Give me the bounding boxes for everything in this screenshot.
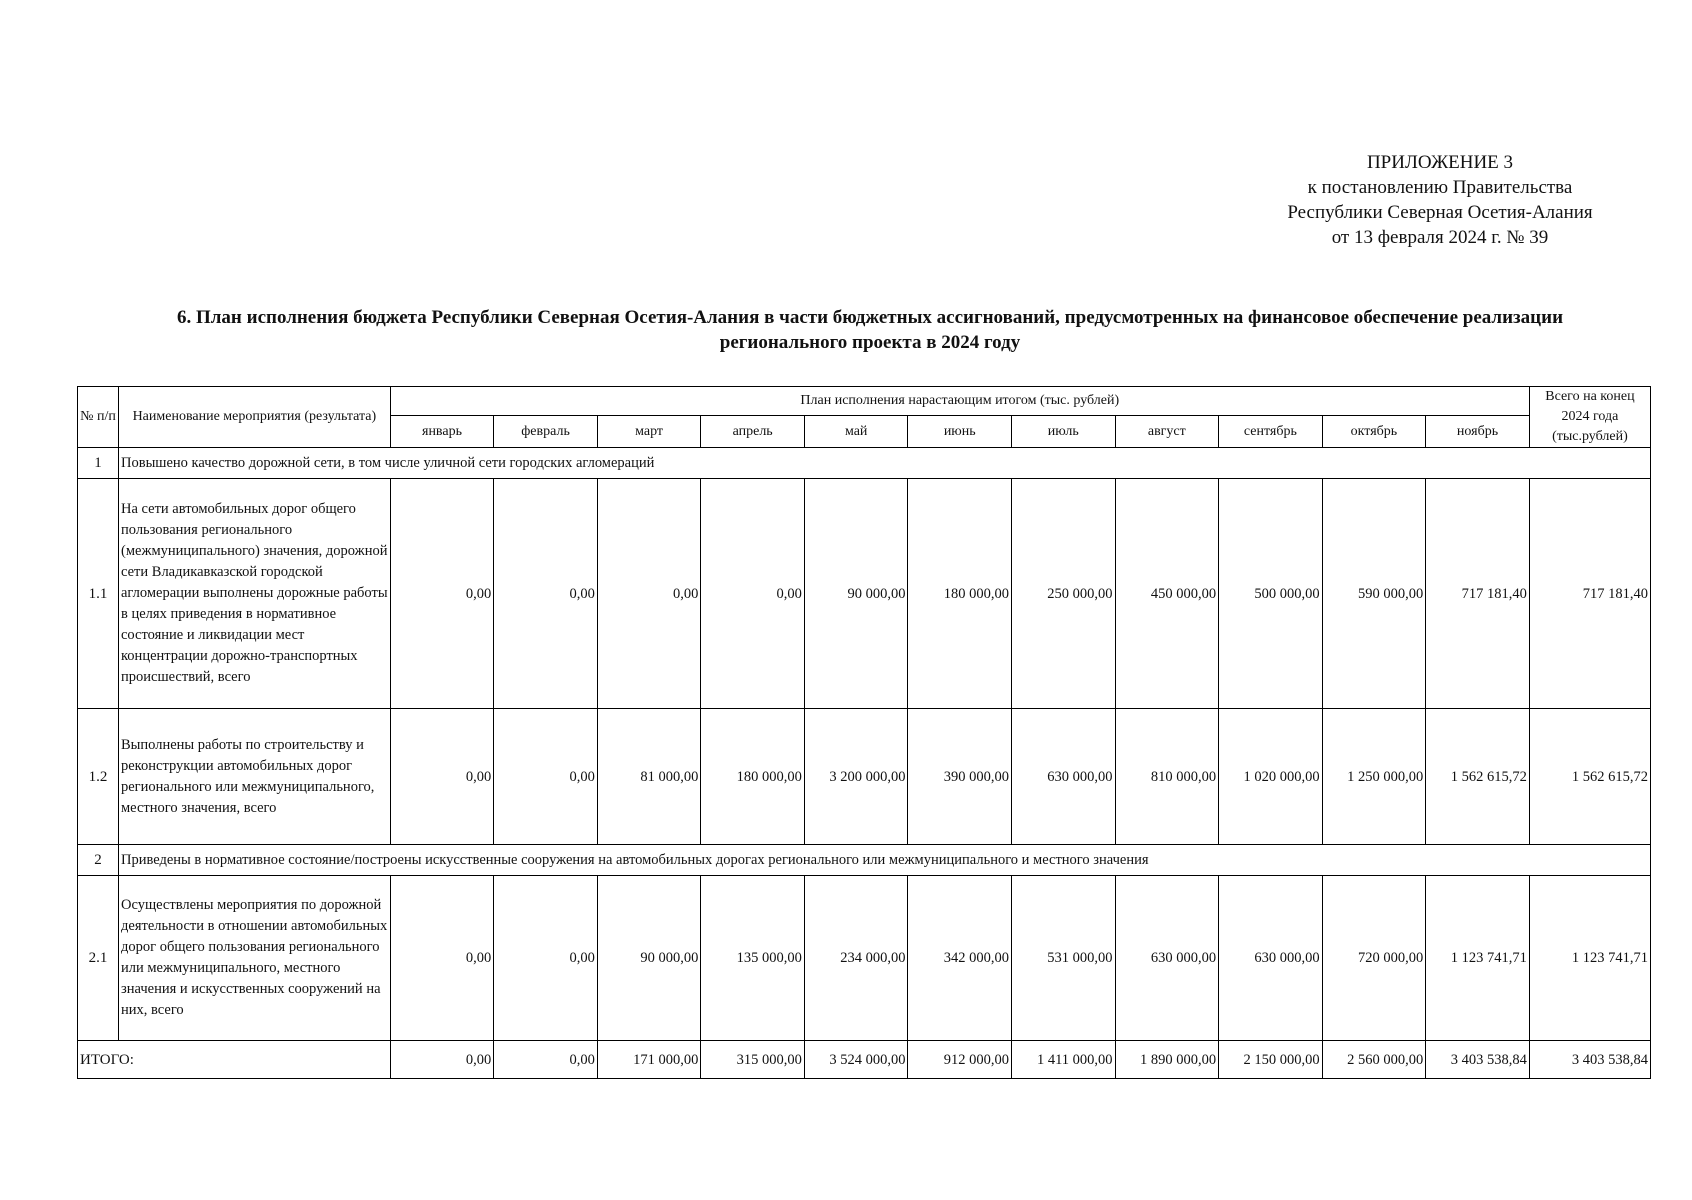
item-total: 1 123 741,71 [1529,876,1650,1041]
header-month: февраль [494,416,598,448]
document-title [120,305,1620,355]
month-value: 1 562 615,72 [1426,709,1530,845]
month-value: 180 000,00 [908,479,1012,709]
header-month: март [597,416,701,448]
totals-month-value: 1 411 000,00 [1012,1041,1116,1079]
totals-month-value: 3 403 538,84 [1426,1041,1530,1079]
month-value: 590 000,00 [1322,479,1426,709]
document-title-line-2: регионального проекта в 2024 году [719,332,1021,353]
month-value: 90 000,00 [597,876,701,1041]
month-value: 720 000,00 [1322,876,1426,1041]
month-value: 1 123 741,71 [1426,876,1530,1041]
header-name: Наименование мероприятия (результата) [119,387,391,448]
table-row [78,479,1651,709]
month-value: 0,00 [390,876,494,1041]
month-value: 630 000,00 [1115,876,1219,1041]
appendix-header [1260,150,1620,250]
totals-month-value: 2 560 000,00 [1322,1041,1426,1079]
month-value: 500 000,00 [1219,479,1323,709]
section-row [78,448,1651,479]
month-value: 0,00 [494,876,598,1041]
item-total: 717 181,40 [1529,479,1650,709]
totals-month-value: 0,00 [390,1041,494,1079]
header-month: май [804,416,908,448]
table-row [78,876,1651,1041]
month-value: 342 000,00 [908,876,1012,1041]
month-value: 90 000,00 [804,479,908,709]
document-title-line-1: 6. План исполнения бюджета Республики Северная Осетия-Алания в части бюджетных ассигнований, предусмотренных на финансовое обеспечение реализации [176,307,1564,328]
header-month: сентябрь [1219,416,1323,448]
header-month: октябрь [1322,416,1426,448]
month-value: 135 000,00 [701,876,805,1041]
totals-month-value: 0,00 [494,1041,598,1079]
month-value: 630 000,00 [1219,876,1323,1041]
header-month: ноябрь [1426,416,1530,448]
month-value: 0,00 [494,709,598,845]
budget-plan-table [77,386,1651,1079]
month-value: 630 000,00 [1012,709,1116,845]
month-value: 810 000,00 [1115,709,1219,845]
header-month: июнь [908,416,1012,448]
month-value: 450 000,00 [1115,479,1219,709]
grand-total: 3 403 538,84 [1529,1041,1650,1079]
header-month: июль [1012,416,1116,448]
table-header [78,387,1651,448]
month-value: 234 000,00 [804,876,908,1041]
item-name: Выполнены работы по строительству и реконструкции автомобильных дорог регионального или межмуниципального, местного значения, всего [119,709,391,845]
item-name: На сети автомобильных дорог общего пользования регионального (межмуниципального) значения, дорожной сети Владикавказской городской агломерации выполнены дорожные работы в целях приведения в нормативное состояние и ликвидации мест концентрации дорожно-транспортных происшествий, всего [119,479,391,709]
totals-month-value: 2 150 000,00 [1219,1041,1323,1079]
month-value: 81 000,00 [597,709,701,845]
month-value: 0,00 [390,479,494,709]
item-total: 1 562 615,72 [1529,709,1650,845]
totals-month-value: 171 000,00 [597,1041,701,1079]
header-month: август [1115,416,1219,448]
month-value: 250 000,00 [1012,479,1116,709]
item-number: 1.1 [78,479,119,709]
month-value: 0,00 [701,479,805,709]
month-value: 180 000,00 [701,709,805,845]
header-month: апрель [701,416,805,448]
table-row [78,709,1651,845]
appendix-decree-ref: к постановлению Правительства [1307,177,1573,198]
item-number: 1.2 [78,709,119,845]
item-number: 2.1 [78,876,119,1041]
appendix-number: ПРИЛОЖЕНИЕ 3 [1366,152,1514,173]
header-month: январь [390,416,494,448]
totals-month-value: 315 000,00 [701,1041,805,1079]
appendix-government-name: Республики Северная Осетия-Алания [1287,202,1593,223]
totals-month-value: 912 000,00 [908,1041,1012,1079]
totals-label: ИТОГО: [78,1041,391,1079]
month-value: 717 181,40 [1426,479,1530,709]
section-number: 2 [78,845,119,876]
month-value: 0,00 [597,479,701,709]
appendix-date: от 13 февраля 2024 г. № 39 [1331,227,1549,248]
month-value: 1 020 000,00 [1219,709,1323,845]
table-body [78,448,1651,1079]
month-value: 3 200 000,00 [804,709,908,845]
item-name: Осуществлены мероприятия по дорожной деятельности в отношении автомобильных дорог общего пользования регионального или межмуниципального, местного значения и искусственных сооружений на них, всего [119,876,391,1041]
totals-month-value: 1 890 000,00 [1115,1041,1219,1079]
month-value: 0,00 [390,709,494,845]
header-total: Всего на конец 2024 года (тыс.рублей) [1529,387,1650,448]
section-number: 1 [78,448,119,479]
month-value: 390 000,00 [908,709,1012,845]
header-plan: План исполнения нарастающим итогом (тыс. рублей) [390,387,1529,416]
month-value: 0,00 [494,479,598,709]
totals-row [78,1041,1651,1079]
section-row [78,845,1651,876]
section-title: Приведены в нормативное состояние/построены искусственные сооружения на автомобильных дорогах регионального или межмуниципального и местного значения [119,845,1651,876]
totals-month-value: 3 524 000,00 [804,1041,908,1079]
month-value: 531 000,00 [1012,876,1116,1041]
header-num: № п/п [78,387,119,448]
section-title: Повышено качество дорожной сети, в том числе уличной сети городских агломераций [119,448,1651,479]
month-value: 1 250 000,00 [1322,709,1426,845]
